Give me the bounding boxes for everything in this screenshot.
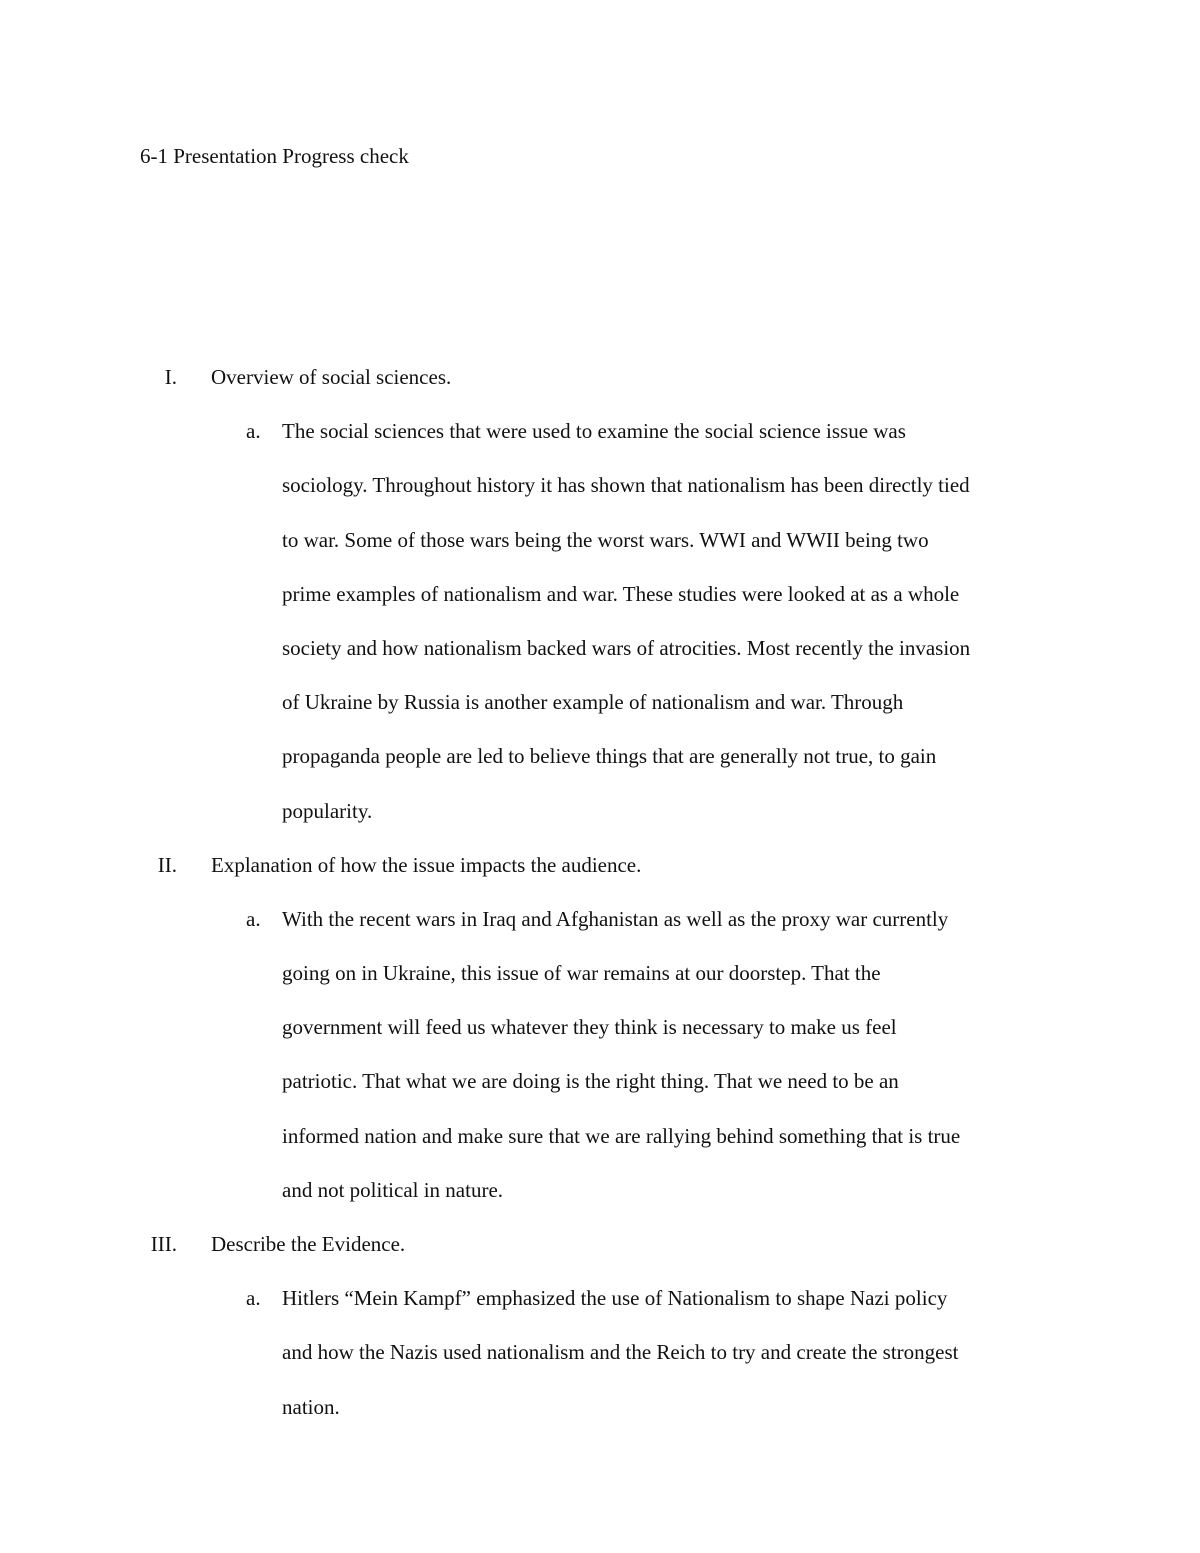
- paragraph-line: patriotic. That what we are doing is the right thing. That we need to be an: [282, 1069, 899, 1094]
- paragraph-line: prime examples of nationalism and war. These studies were looked at as a whole: [282, 581, 960, 606]
- paragraph-line: of Ukraine by Russia is another example of nationalism and war. Through: [282, 690, 904, 715]
- paragraph-line: informed nation and make sure that we are rallying behind something that is true: [282, 1123, 961, 1148]
- section-3: [0, 1217, 1200, 1434]
- sub-point-marker: a.: [246, 906, 261, 931]
- paragraph-line: sociology. Throughout history it has shown that nationalism has been directly tied: [282, 473, 970, 498]
- document-title: 6-1 Presentation Progress check: [140, 144, 409, 168]
- paragraph-line: to war. Some of those wars being the worst wars. WWI and WWII being two: [282, 527, 929, 552]
- paragraph-line: government will feed us whatever they think is necessary to make us feel: [282, 1015, 897, 1040]
- section-numeral: I.: [164, 365, 177, 389]
- section-heading-row: [0, 1217, 1200, 1271]
- section-1: [0, 350, 1200, 838]
- outline: [0, 350, 1200, 1434]
- paragraph-line: nation.: [282, 1394, 340, 1419]
- section-heading-row: [0, 838, 1200, 892]
- paragraph-line: and how the Nazis used nationalism and the Reich to try and create the strongest: [282, 1340, 959, 1365]
- sub-point: [0, 404, 1200, 838]
- section-numeral: III.: [150, 1232, 177, 1256]
- paragraph-line: The social sciences that were used to examine the social science issue was: [282, 419, 906, 444]
- paragraph-line: going on in Ukraine, this issue of war remains at our doorstep. That the: [282, 961, 881, 986]
- sub-point: [0, 892, 1200, 1217]
- paragraph-line: society and how nationalism backed wars of atrocities. Most recently the invasion: [282, 635, 971, 660]
- sub-point-marker: a.: [246, 419, 261, 444]
- sub-point: [0, 1271, 1200, 1434]
- sub-point-marker: a.: [246, 1286, 261, 1311]
- section-numeral: II.: [157, 852, 177, 877]
- section-heading: Overview of social sciences.: [211, 365, 452, 389]
- section-heading-row: [0, 350, 1200, 404]
- paragraph-line: Hitlers “Mein Kampf” emphasized the use of Nationalism to shape Nazi policy: [282, 1286, 948, 1311]
- paragraph-line: propaganda people are led to believe things that are generally not true, to gain: [282, 744, 937, 769]
- section-heading: Describe the Evidence.: [211, 1232, 406, 1256]
- paragraph-line: popularity.: [282, 798, 373, 823]
- section-2: [0, 838, 1200, 1217]
- section-heading: Explanation of how the issue impacts the audience.: [211, 852, 642, 877]
- paragraph-line: With the recent wars in Iraq and Afghanistan as well as the proxy war currently: [282, 906, 949, 931]
- paragraph-line: and not political in nature.: [282, 1177, 504, 1202]
